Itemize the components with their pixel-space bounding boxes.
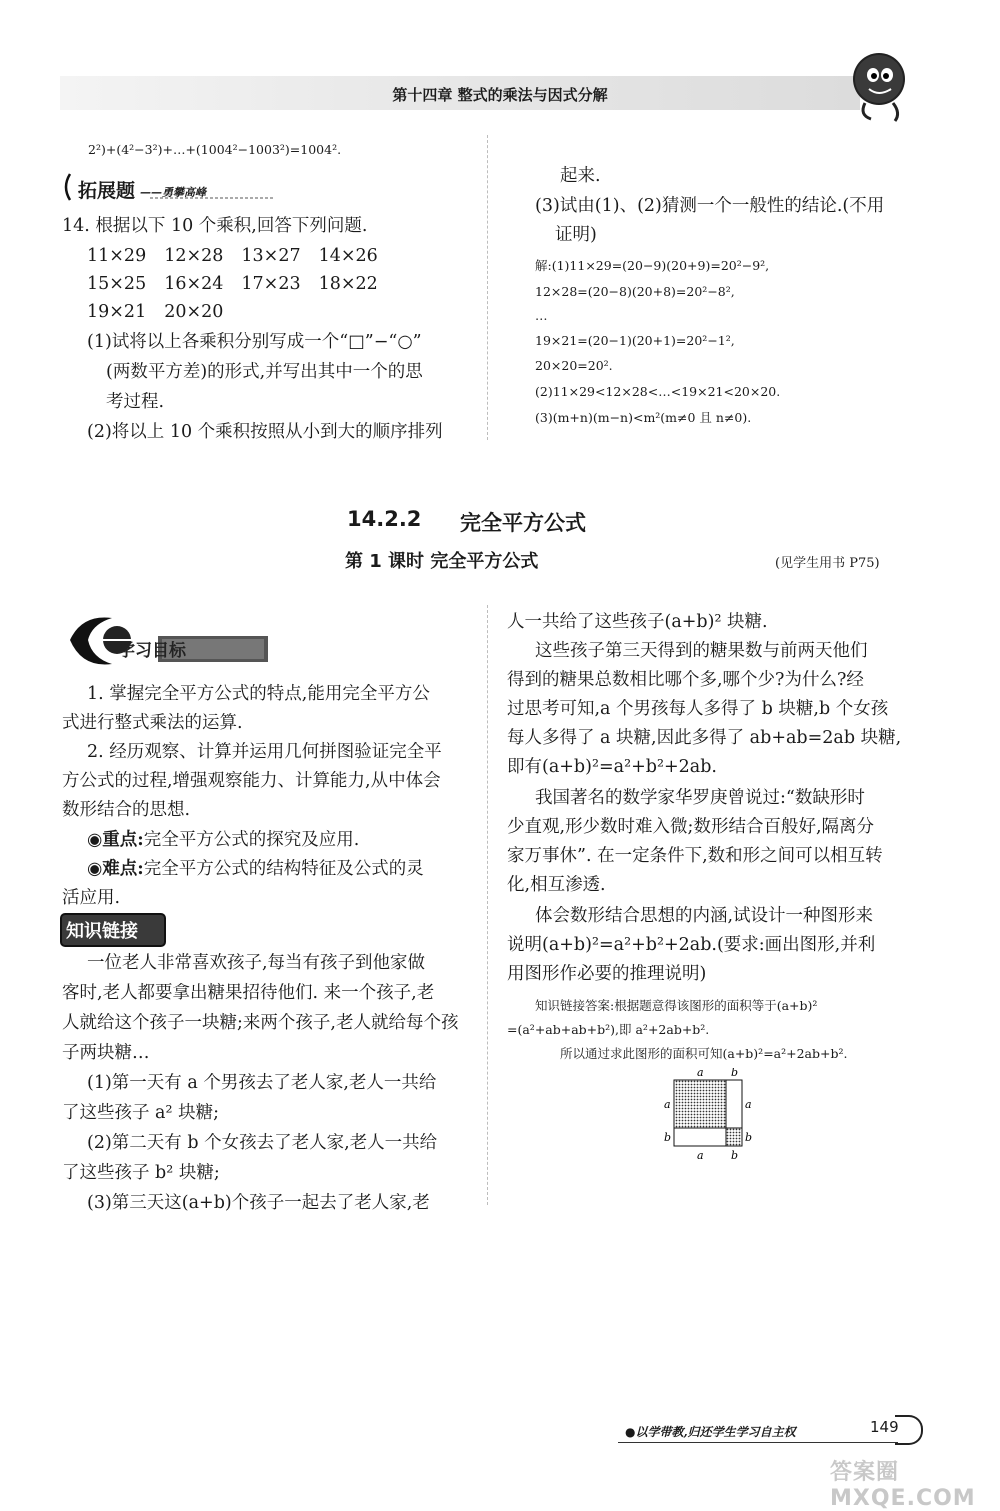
- reference-note: (见学生用书 P75): [775, 556, 880, 571]
- question-14-intro: 14. 根据以下 10 个乘积,回答下列问题.: [62, 216, 368, 236]
- q1-line-3: 考过程.: [106, 392, 165, 412]
- day1-line-2: 了这些孩子 a² 块糖;: [62, 1103, 219, 1123]
- q1-line-2: (两数平方差)的形式,并写出其中一个的思: [106, 362, 423, 382]
- ab-region-right: [726, 1080, 742, 1128]
- product-item: 14×26: [318, 246, 378, 266]
- answer-line-7: (3)(m+n)(m−n)<m²(m≠0 且 n≠0).: [535, 410, 752, 425]
- right-para-4-line-3: 用图形作必要的推理说明): [507, 964, 707, 984]
- story-line-3: 人就给这个孩子一块糖;来两个孩子,老人就给每个孩: [62, 1013, 459, 1033]
- a-squared-region: [674, 1080, 726, 1128]
- lesson-title: 第 1 课时 完全平方公式: [345, 551, 539, 572]
- label-b-right: b: [745, 1131, 753, 1144]
- answer-line-3: …: [535, 308, 548, 323]
- goal-1-line-1: 1. 掌握完全平方公式的特点,能用完全平方公: [87, 684, 430, 704]
- right-para-3-line-2: 少直观,形少数时难入微;数形结合百般好,隔离分: [507, 817, 875, 837]
- watermark: 答案圈 MXQE.COM: [830, 1460, 976, 1511]
- difficulty-label: ◉难点:: [87, 859, 144, 879]
- story-line-4: 子两块糖…: [62, 1043, 150, 1063]
- footer-rule: [618, 1442, 898, 1443]
- answer-line-4: 19×21=(20−1)(20+1)=20²−1²,: [535, 333, 735, 348]
- q3-line-1: (3)试由(1)、(2)猜测一个一般性的结论.(不用: [535, 196, 885, 216]
- continuation-equation: 2²)+(4²−3²)+…+(1004²−1003²)=1004².: [88, 142, 342, 157]
- right-para-3-line-3: 家万事休”. 在一定条件下,数和形之间可以相互转: [507, 846, 883, 866]
- difficulty-point: [87, 858, 424, 880]
- q3-line-2: 证明): [555, 225, 597, 245]
- right-para-2-line-1: 这些孩子第三天得到的糖果数与前两天他们: [535, 641, 868, 661]
- products-row-2: [87, 273, 378, 295]
- key-point: [87, 829, 359, 851]
- goals-label: 学习目标: [118, 641, 186, 661]
- square-diagram: [660, 1068, 760, 1164]
- answer-line-1: 解:(1)11×29=(20−9)(20+9)=20²−9²,: [535, 258, 770, 273]
- product-item: 19×21: [87, 302, 147, 322]
- right-para-4-line-1: 体会数形结合思想的内涵,试设计一种图形来: [535, 906, 874, 926]
- key-point-text: 完全平方公式的探究及应用.: [143, 830, 360, 850]
- column-divider-bottom: [487, 605, 488, 1205]
- key-point-label: ◉重点:: [87, 830, 144, 850]
- products-row-1: [87, 245, 378, 267]
- q2-line-1: (2)将以上 10 个乘积按照从小到大的顺序排列: [87, 422, 443, 442]
- product-item: 20×20: [164, 302, 224, 322]
- b-squared-region: [726, 1128, 742, 1146]
- answer-line-5: 20×20=20².: [535, 358, 613, 373]
- answer-line-2: 12×28=(20−8)(20+8)=20²−8²,: [535, 284, 735, 299]
- footer-slogan: ●以学带教,归还学生学习自主权: [625, 1425, 796, 1439]
- answer-line-6: (2)11×29<12×28<…<19×21<20×20.: [535, 384, 781, 399]
- label-a-left: a: [664, 1098, 671, 1111]
- column-divider-top: [487, 135, 488, 440]
- goal-2-line-3: 数形结合的思想.: [62, 800, 191, 820]
- difficulty-text-2: 活应用.: [62, 888, 121, 908]
- product-item: 17×23: [241, 274, 301, 294]
- q1-line-1: (1)试将以上各乘积分别写成一个“□”−“○”: [87, 332, 422, 352]
- link-answer-line-1: 知识链接答案:根据题意得该图形的面积等于(a+b)²: [535, 998, 818, 1013]
- day1-line-1: (1)第一天有 a 个男孩去了老人家,老人一共给: [87, 1073, 437, 1093]
- tuozhan-subtitle: ——勇攀高峰: [140, 186, 206, 199]
- label-a-right: a: [745, 1098, 752, 1111]
- goal-2-line-1: 2. 经历观察、计算并运用几何拼图验证完全平: [87, 742, 442, 762]
- right-para-1: 人一共给了这些孩子(a+b)² 块糖.: [507, 612, 768, 632]
- right-para-4-line-2: 说明(a+b)²=a²+b²+2ab.(要求:画出图形,并利: [507, 935, 876, 955]
- difficulty-text: 完全平方公式的结构特征及公式的灵: [143, 859, 424, 879]
- mascot-icon: [845, 45, 917, 125]
- right-para-2-line-4: 每人多得了 a 块糖,因此多得了 ab+ab=2ab 块糖,: [507, 728, 902, 748]
- page-bracket-icon: [895, 1415, 923, 1445]
- tuozhan-label: 拓展题: [78, 180, 136, 202]
- chapter-title: 第十四章 整式的乘法与因式分解: [392, 86, 608, 104]
- label-b-top: b: [731, 1068, 739, 1079]
- section-title: 完全平方公式: [460, 511, 586, 535]
- product-item: 11×29: [87, 246, 147, 266]
- product-item: 15×25: [87, 274, 147, 294]
- right-para-2-line-5: 即有(a+b)²=a²+b²+2ab.: [507, 757, 717, 777]
- story-line-1: 一位老人非常喜欢孩子,每当有孩子到他家做: [87, 953, 426, 973]
- right-para-3-line-1: 我国著名的数学家华罗庚曾说过:“数缺形时: [535, 788, 865, 808]
- label-a-bottom: a: [697, 1149, 704, 1162]
- product-item: 16×24: [164, 274, 224, 294]
- right-para-2-line-2: 得到的糖果总数相比哪个多,哪个少?为什么?经: [507, 670, 864, 690]
- ab-region-bottom: [674, 1128, 726, 1146]
- page-number: 149: [870, 1418, 899, 1436]
- day2-line-2: 了这些孩子 b² 块糖;: [62, 1163, 220, 1183]
- goal-1-line-2: 式进行整式乘法的运算.: [62, 713, 243, 733]
- right-para-2-line-3: 过思考可知,a 个男孩每人多得了 b 块糖,b 个女孩: [507, 699, 889, 719]
- goal-2-line-2: 方公式的过程,增强观察能力、计算能力,从中体会: [62, 771, 441, 791]
- label-b-left: b: [664, 1131, 672, 1144]
- link-answer-line-2: =(a²+ab+ab+b²),即 a²+2ab+b².: [507, 1022, 710, 1037]
- product-item: 13×27: [241, 246, 301, 266]
- products-row-3: [87, 301, 223, 323]
- product-item: 12×28: [164, 246, 224, 266]
- story-line-2: 客时,老人都要拿出糖果招待他们. 来一个孩子,老: [62, 983, 435, 1003]
- product-item: 18×22: [318, 274, 378, 294]
- right-para-3-line-4: 化,相互渗透.: [507, 875, 606, 895]
- section-number: 14.2.2: [347, 507, 422, 531]
- day2-line-1: (2)第二天有 b 个女孩去了老人家,老人一共给: [87, 1133, 438, 1153]
- knowledge-link-label: 知识链接: [66, 921, 138, 942]
- label-b-bottom: b: [731, 1149, 739, 1162]
- label-a-top: a: [697, 1068, 704, 1079]
- link-answer-line-3: 所以通过求此图形的面积可知(a+b)²=a²+2ab+b².: [560, 1046, 848, 1061]
- q2-line-2: 起来.: [560, 166, 601, 186]
- day3-line-1: (3)第三天这(a+b)个孩子一起去了老人家,老: [87, 1193, 430, 1213]
